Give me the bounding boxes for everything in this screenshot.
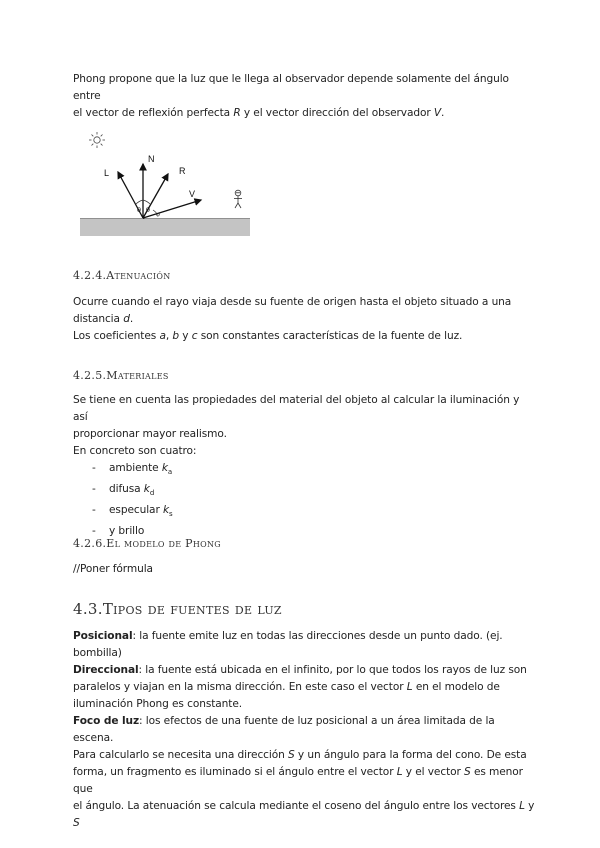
section-heading-modelo-phong: 4.2.6.El modelo de Phong [73,537,221,550]
label-R: R [179,166,186,176]
list-item: - y brillo [73,523,533,540]
section-heading-tipos-fuentes: 4.3.Tipos de fuentes de luz [73,600,282,618]
intro-line-1: Phong propone que la luz que le llega al observador depende solamente del ángulo entre [73,73,509,102]
label-V: V [189,189,196,199]
label-N: N [148,154,155,164]
light-source-icon [89,132,105,148]
phong-reflection-diagram [76,128,256,240]
materiales-list [73,460,533,540]
section-heading-atenuacion: 4.2.4.Atenuación [73,269,171,282]
intro-line-2: el vector de reflexión perfecta R y el vector dirección del observador V. [73,107,445,119]
list-item: - ambiente $k_a$ [73,460,533,481]
label-phi: φ [156,212,160,218]
tipos-fuentes-paragraph: Posicional: la fuente emite luz en todas las direcciones desde un punto dado. (ej. bombilla) Direccional: la fuente está ubicada en el infinito, por lo que todos los rayos de luz son paralelos y viajan en la misma dirección. En este caso el vector L en el modelo de iluminación Phong es constante. Foco de luz: los efectos de una fuente de luz posicional a un área limitada de la escena. Para calcularlo se necesita una dirección S y un ángulo para la forma del cono. De esta forma, un fragmento es iluminado si el ángulo entre el vector L y el vector S es menor que el ángulo. La atenuación se calcula mediante el coseno del ángulo entre los vectores L y S [73,630,535,829]
label-L: L [104,168,110,178]
materiales-paragraph: Se tiene en cuenta las propiedades del material del objeto al calcular la iluminación y así proporcionar mayor realismo. En concreto son cuatro: - ambiente $k_a$ - difusa $k_d$ - especular $k_s$ - y brillo [73,392,533,540]
list-item: - difusa $k_d$ [73,481,533,502]
atenuacion-paragraph: Ocurre cuando el rayo viaja desde su fuente de origen hasta el objeto situado a una distancia d. Los coeficientes a, b y c son constantes características de la fuente de luz. [73,296,512,342]
label-theta-right: θ [146,206,150,214]
section-heading-materiales: 4.2.5.Materiales [73,369,169,382]
angle-arc-left [136,200,143,204]
label-theta-left: θ [137,206,141,214]
intro-paragraph [73,71,533,122]
phong-formula-placeholder: //Poner fórmula [73,563,153,575]
list-item: - especular $k_s$ [73,502,533,523]
angle-arc-right [143,200,150,204]
observer-icon [234,190,242,208]
surface-block [80,219,250,236]
